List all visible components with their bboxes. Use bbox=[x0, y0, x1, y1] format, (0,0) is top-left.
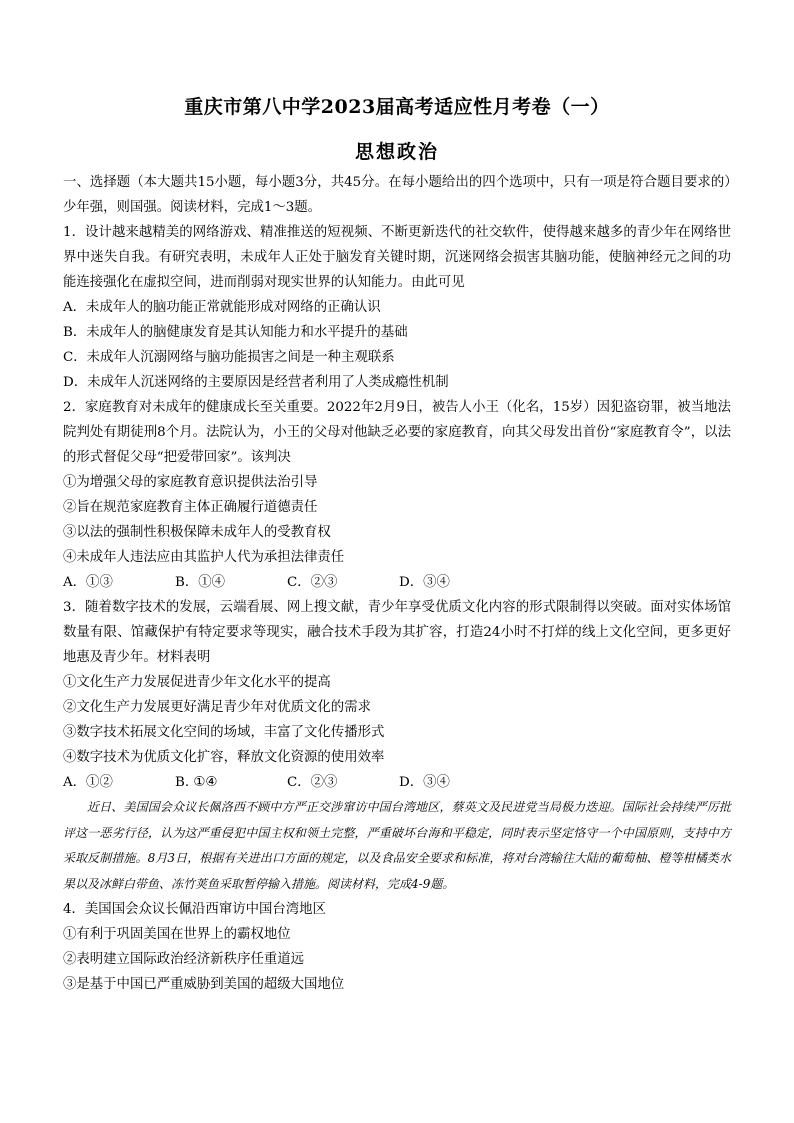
question-3-statement-3: ③数字技术拓展文化空间的场域，丰富了文化传播形式 bbox=[63, 725, 385, 740]
question-3-choice-a: A．①② bbox=[63, 775, 113, 790]
exam-subject: 思想政治 bbox=[354, 141, 439, 163]
question-3-statement-1: ①文化生产力发展促进青少年文化水平的提高 bbox=[63, 675, 331, 690]
question-4-statement-2: ②表明建立国际政治经济新秩序任重道远 bbox=[63, 952, 305, 967]
question-2-choices bbox=[63, 570, 731, 595]
question-1-option-a: A．未成年人的脑功能正常就能形成对网络的正确认识 bbox=[63, 300, 381, 315]
question-3-choice-d: D．③④ bbox=[399, 775, 450, 790]
question-1-option-c: C．未成年人沉溺网络与脑功能损害之间是一种主观联系 bbox=[63, 350, 395, 365]
reading-passage: 近日、美国国会众议长佩洛西不顾中方严正交涉窜访中国台湾地区，蔡英文及民进党当局极力迭迎。国际社会持续严厉批评这一恶劣行径，认为这严重侵犯中国主权和领土完整，严重破坏台海和平稳定，同时表示坚定恪守一个中国原则，支持中方采取反制措施。8月3日，根据有关进出口方面的规定，以及食品安全要求和标准，将对台湾输往大陆的葡萄柚、橙等柑橘类水果以及冰鲜白带鱼、冻竹荚鱼采取暂停输入措施。阅读材料，完成4-9题。 bbox=[63, 800, 731, 891]
question-1-option-d: D．未成年人沉迷网络的主要原因是经营者利用了人类成瘾性机制 bbox=[63, 375, 449, 390]
exam-title: 重庆市第八中学2023届高考适应性月考卷（一） bbox=[184, 96, 610, 118]
question-1-stem: 1．设计越来越精美的网络游戏、精准推送的短视频、不断更新迭代的社交软件，使得越来越多的青少年在网络世界中迷失自我。有研究表明，未成年人正处于脑发育关键时期，沉迷网络会损害其脑功能，使脑神经元之间的功能连接强化在虚拟空间，进而削弱对现实世界的认知能力。由此可见 bbox=[63, 225, 731, 290]
question-2-statement-3: ③以法的强制性积极保障未成年人的受教育权 bbox=[63, 525, 331, 540]
question-2-statement-2: ②旨在规范家庭教育主体正确履行道德责任 bbox=[63, 500, 318, 515]
question-2-choice-d: D．③④ bbox=[399, 575, 450, 590]
question-3-choices bbox=[63, 770, 731, 795]
question-3-choice-b: B. ①④ bbox=[175, 775, 218, 790]
question-2-choice-c: C．②③ bbox=[287, 575, 338, 590]
question-2-choice-a: A．①③ bbox=[63, 575, 113, 590]
section-instructions: 一、选择题（本大题共15小题，每小题3分，共45分。在每小题给出的四个选项中，只有一项是符合题目要求的）少年强，则国强。阅读材料，完成1～3题。 bbox=[63, 175, 731, 215]
question-3-choice-c: C．②③ bbox=[287, 775, 338, 790]
question-3-stem: 3．随着数字技术的发展，云端看展、网上搜文献，青少年享受优质文化内容的形式限制得以突破。面对实体场馆数量有限、馆藏保护有特定要求等现实，融合技术手段为其扩容，打造24小时不打烊的线上文化空间，更多更好地惠及青少年。材料表明 bbox=[63, 600, 731, 665]
question-4-statement-3: ③是基于中国已严重威胁到美国的超级大国地位 bbox=[63, 977, 345, 992]
question-2-stem: 2．家庭教育对未成年的健康成长至关重要。2022年2月9日，被告人小王（化名，15岁）因犯盗窃罪，被当地法院判处有期徒刑8个月。法院认为，小王的父母对他缺乏必要的家庭教育，向其父母发出首份“家庭教育令”，以法的形式督促父母“把爱带回家”。该判决 bbox=[63, 400, 731, 465]
question-4-stem: 4．美国国会众议长佩沿西窜访中国台湾地区 bbox=[63, 902, 326, 917]
question-3-statement-2: ②文化生产力发展更好满足青少年对优质文化的需求 bbox=[63, 700, 371, 715]
question-2-statement-4: ④未成年人违法应由其监护人代为承担法律责任 bbox=[63, 550, 345, 565]
question-1-option-b: B．未成年人的脑健康发育是其认知能力和水平提升的基础 bbox=[63, 325, 408, 340]
question-4-statement-1: ①有利于巩固美国在世界上的霸权地位 bbox=[63, 927, 291, 942]
exam-content bbox=[63, 170, 731, 997]
question-2-statement-1: ①为增强父母的家庭教育意识提供法治引导 bbox=[63, 475, 318, 490]
question-3-statement-4: ④数字技术为优质文化扩容，释放文化资源的使用效率 bbox=[63, 750, 385, 765]
question-2-choice-b: B．①④ bbox=[175, 575, 226, 590]
